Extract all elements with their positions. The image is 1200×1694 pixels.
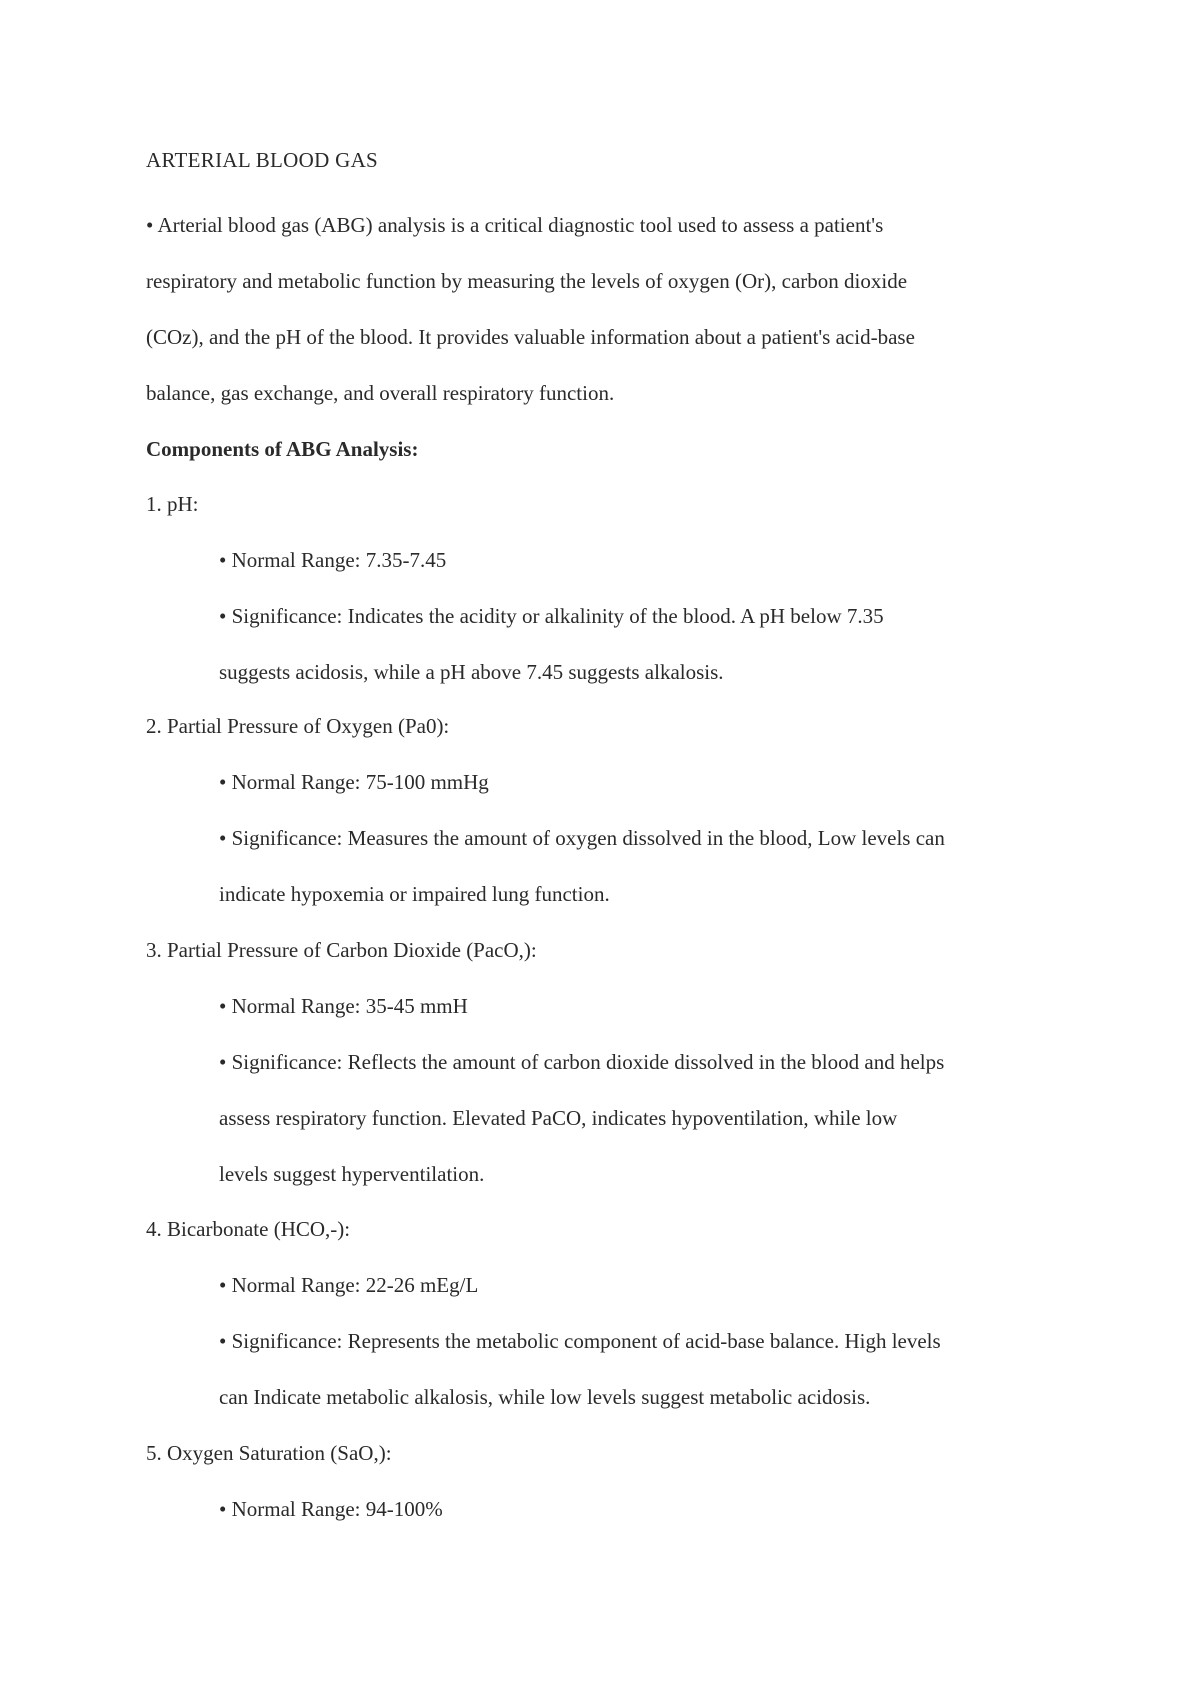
normal-range-line: • Normal Range: 7.35-7.45 (219, 548, 447, 572)
intro-line: respiratory and metabolic function by measuring the levels of oxygen (Or), carbon dioxide (146, 269, 908, 293)
normal-range-line: • Normal Range: 35-45 mmH (219, 994, 468, 1018)
normal-range-line: • Normal Range: 94-100% (219, 1497, 443, 1521)
component-heading-bicarbonate: 4. Bicarbonate (HCO,-): (146, 1217, 351, 1241)
significance-line: • Significance: Measures the amount of oxygen dissolved in the blood, Low levels can (219, 826, 945, 850)
significance-line: • Significance: Represents the metabolic component of acid-base balance. High levels (219, 1329, 941, 1353)
component-heading-ph: 1. pH: (146, 492, 199, 516)
intro-line: • Arterial blood gas (ABG) analysis is a critical diagnostic tool used to assess a patient's (146, 213, 884, 237)
significance-line: • Significance: Reflects the amount of carbon dioxide dissolved in the blood and helps (219, 1050, 945, 1074)
significance-line: • Significance: Indicates the acidity or alkalinity of the blood. A pH below 7.35 (219, 604, 884, 628)
intro-line: (COz), and the pH of the blood. It provides valuable information about a patient's acid-base (146, 325, 915, 349)
significance-line: levels suggest hyperventilation. (219, 1162, 485, 1186)
significance-line: assess respiratory function. Elevated PaCO, indicates hypoventilation, while low (219, 1106, 898, 1130)
components-heading: Components of ABG Analysis: (146, 437, 419, 461)
significance-line: suggests acidosis, while a pH above 7.45 suggests alkalosis. (219, 660, 724, 684)
normal-range-line: • Normal Range: 75-100 mmHg (219, 770, 489, 794)
component-heading-sao2: 5. Oxygen Saturation (SaO,): (146, 1441, 392, 1465)
component-heading-pao2: 2. Partial Pressure of Oxygen (Pa0): (146, 714, 450, 738)
document-title: ARTERIAL BLOOD GAS (146, 148, 379, 172)
intro-line: balance, gas exchange, and overall respiratory function. (146, 381, 615, 405)
significance-line: can Indicate metabolic alkalosis, while low levels suggest metabolic acidosis. (219, 1385, 871, 1409)
normal-range-line: • Normal Range: 22-26 mEg/L (219, 1273, 479, 1297)
component-heading-paco2: 3. Partial Pressure of Carbon Dioxide (PacO,): (146, 938, 537, 962)
significance-line: indicate hypoxemia or impaired lung function. (219, 882, 610, 906)
